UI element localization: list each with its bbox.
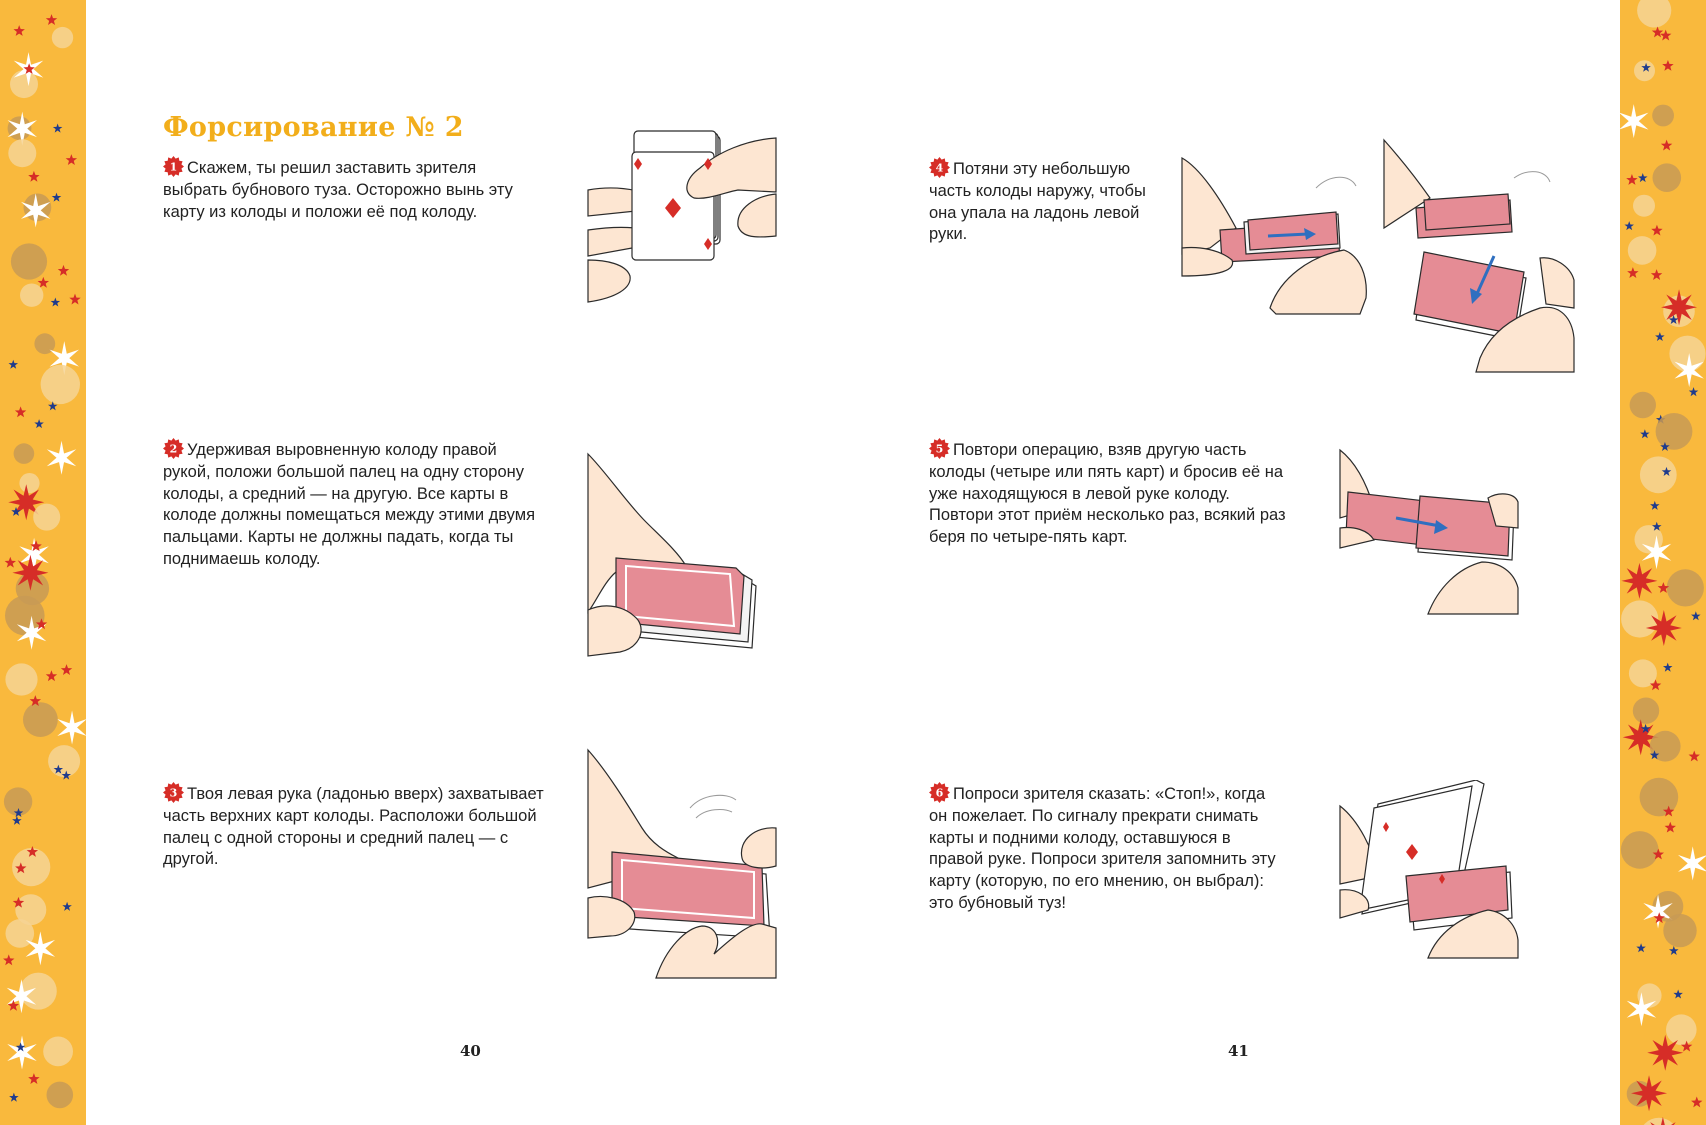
blue-star-icon xyxy=(1638,173,1648,182)
gold-dot-icon xyxy=(1621,600,1658,637)
illustration-reveal-ace-of-diamonds xyxy=(1338,780,1520,960)
red-star-icon xyxy=(1661,289,1697,325)
blue-star-icon xyxy=(9,1093,19,1102)
step-number-digit: 5 xyxy=(935,442,944,456)
red-star-icon xyxy=(12,555,48,591)
blue-star-icon xyxy=(1689,387,1699,396)
step-number-digit: 4 xyxy=(935,161,944,175)
gold-dot-icon xyxy=(11,243,47,279)
small-red-star-icon xyxy=(46,14,57,25)
white-star-icon xyxy=(1620,104,1648,138)
small-red-star-icon xyxy=(1651,269,1662,280)
step-6 xyxy=(929,782,1279,915)
gold-dot-icon xyxy=(1663,914,1696,947)
gold-dot-icon xyxy=(8,139,36,167)
small-red-star-icon xyxy=(15,406,26,417)
illustration-pull-packet-into-palm xyxy=(1180,138,1576,374)
red-star-icon xyxy=(1621,563,1657,599)
gold-dot-icon xyxy=(1667,569,1704,606)
right-decorative-border xyxy=(1620,0,1706,1125)
blue-star-icon xyxy=(52,193,62,202)
step-1-number-badge xyxy=(163,156,184,177)
red-star-icon xyxy=(1647,1035,1683,1071)
gold-dot-icon xyxy=(33,504,60,531)
gold-dot-icon xyxy=(1628,236,1657,265)
small-red-star-icon xyxy=(1691,1097,1702,1108)
illustration-hand-holding-deck xyxy=(586,452,761,657)
step-1 xyxy=(163,156,533,223)
gold-dot-icon xyxy=(1633,698,1659,724)
step-5-text: Повтори операцию, взяв другую часть колоды (четыре или пять карт) и бросив её на уже находящуюся в левой руке колоду. Повтори этот приём несколько раз, всякий раз беря по четыре-пять карт. xyxy=(929,441,1286,547)
small-red-star-icon xyxy=(8,1000,19,1011)
page-number-right: 41 xyxy=(1228,1042,1249,1060)
step-6-number-badge xyxy=(929,782,950,803)
page-number-left: 40 xyxy=(460,1042,481,1060)
white-star-icon xyxy=(57,711,86,745)
blue-star-icon xyxy=(1673,989,1683,998)
small-red-star-icon xyxy=(61,664,72,675)
blue-star-icon xyxy=(62,902,72,911)
step-4-number-badge xyxy=(929,157,950,178)
step-3-text: Твоя левая рука (ладонью вверх) захватывает часть верхних карт колоды. Расположи большой палец с одной стороны и средний палец — с другой. xyxy=(163,785,544,869)
gold-dot-icon xyxy=(48,745,80,777)
step-2 xyxy=(163,438,548,571)
gold-dot-icon xyxy=(1640,456,1677,493)
gold-dot-icon xyxy=(5,663,37,695)
small-red-star-icon xyxy=(3,954,14,965)
gold-dot-icon xyxy=(20,973,57,1010)
gold-dot-icon xyxy=(52,27,73,48)
step-number-digit: 1 xyxy=(169,160,178,174)
gold-dot-icon xyxy=(47,1082,74,1109)
gold-dot-icon xyxy=(1637,0,1671,28)
blue-star-icon xyxy=(1691,611,1701,620)
left-decorative-border xyxy=(0,0,86,1125)
gold-dot-icon xyxy=(1656,413,1693,450)
blue-star-icon xyxy=(1650,501,1660,510)
small-red-star-icon xyxy=(1662,60,1673,71)
blue-star-icon xyxy=(51,298,61,307)
gold-dot-icon xyxy=(41,365,80,404)
blue-star-icon xyxy=(1655,332,1665,341)
gold-dot-icon xyxy=(1652,105,1674,127)
small-red-star-icon xyxy=(1652,26,1663,37)
white-star-icon xyxy=(7,1035,36,1069)
gold-dot-icon xyxy=(20,284,43,307)
gold-dot-icon xyxy=(1621,831,1659,869)
step-2-number-badge xyxy=(163,438,184,459)
illustration-left-hand-grabs-top-cards xyxy=(586,748,778,980)
gold-dot-icon xyxy=(1630,392,1656,418)
small-red-star-icon xyxy=(66,154,77,165)
gold-dot-icon xyxy=(1653,163,1682,192)
red-star-icon xyxy=(1646,610,1682,646)
step-1-text: Скажем, ты решил заставить зрителя выбрать бубнового туза. Осторожно вынь эту карту из колоды и положи её под колоду. xyxy=(163,159,513,221)
small-red-star-icon xyxy=(28,171,39,182)
small-red-star-icon xyxy=(38,277,49,288)
small-red-star-icon xyxy=(69,294,80,305)
small-red-star-icon xyxy=(13,25,24,36)
gold-dot-icon xyxy=(43,1037,73,1067)
gold-dot-icon xyxy=(1633,195,1655,217)
small-red-star-icon xyxy=(28,1073,39,1084)
blue-star-icon xyxy=(1624,221,1634,230)
small-red-star-icon xyxy=(1665,822,1676,833)
blue-star-icon xyxy=(1636,943,1646,952)
small-red-star-icon xyxy=(1689,751,1700,762)
blue-star-icon xyxy=(34,419,44,428)
gold-dot-icon xyxy=(14,443,35,464)
small-red-star-icon xyxy=(1626,174,1637,185)
step-3 xyxy=(163,782,558,871)
blue-star-icon xyxy=(9,360,19,369)
gold-dot-icon xyxy=(19,473,39,493)
blue-star-icon xyxy=(1640,429,1650,438)
blue-star-icon xyxy=(12,816,22,825)
blue-star-icon xyxy=(53,124,63,133)
page-title: Форсирование № 2 xyxy=(163,112,464,143)
step-2-text: Удерживая выровненную колоду правой рукой, положи большой палец на одну сторону колоды, а средний — на другую. Все карты в колоде должны помещаться между этими двумя пальцами. Карты не должны падать, когда ты поднимаешь колоду. xyxy=(163,441,536,568)
blue-star-icon xyxy=(1669,946,1679,955)
small-red-star-icon xyxy=(1627,267,1638,278)
gold-dot-icon xyxy=(1629,659,1657,687)
step-3-number-badge xyxy=(163,782,184,803)
step-number-digit: 6 xyxy=(935,786,944,800)
step-number-digit: 2 xyxy=(169,442,178,456)
step-number-digit: 3 xyxy=(169,786,178,800)
step-5 xyxy=(929,438,1289,549)
illustration-ace-of-diamonds-removed xyxy=(586,130,778,310)
small-red-star-icon xyxy=(58,265,69,276)
white-star-icon xyxy=(1678,846,1706,880)
step-6-text: Попроси зрителя сказать: «Стоп!», когда он пожелает. По сигналу прекрати снимать карты и подними колоду, оставшуюся в правой руке. Попроси зрителя запомнить эту карту (которую, по его мнению, он выбрал): это бубновый туз! xyxy=(929,785,1276,912)
small-red-star-icon xyxy=(46,670,57,681)
white-star-icon xyxy=(47,441,76,475)
step-4 xyxy=(929,157,1174,246)
step-4-text: Потяни эту небольшую часть колоды наружу, чтобы она упала на ладонь левой руки. xyxy=(929,160,1146,244)
gold-dot-icon xyxy=(1666,1014,1697,1045)
red-star-icon xyxy=(1631,1075,1667,1111)
small-red-star-icon xyxy=(1661,140,1672,151)
gold-dot-icon xyxy=(23,702,58,737)
illustration-repeat-packet-throw xyxy=(1338,448,1520,616)
small-red-star-icon xyxy=(1651,225,1662,236)
step-5-number-badge xyxy=(929,438,950,459)
small-red-star-icon xyxy=(5,557,16,568)
blue-star-icon xyxy=(1663,663,1673,672)
